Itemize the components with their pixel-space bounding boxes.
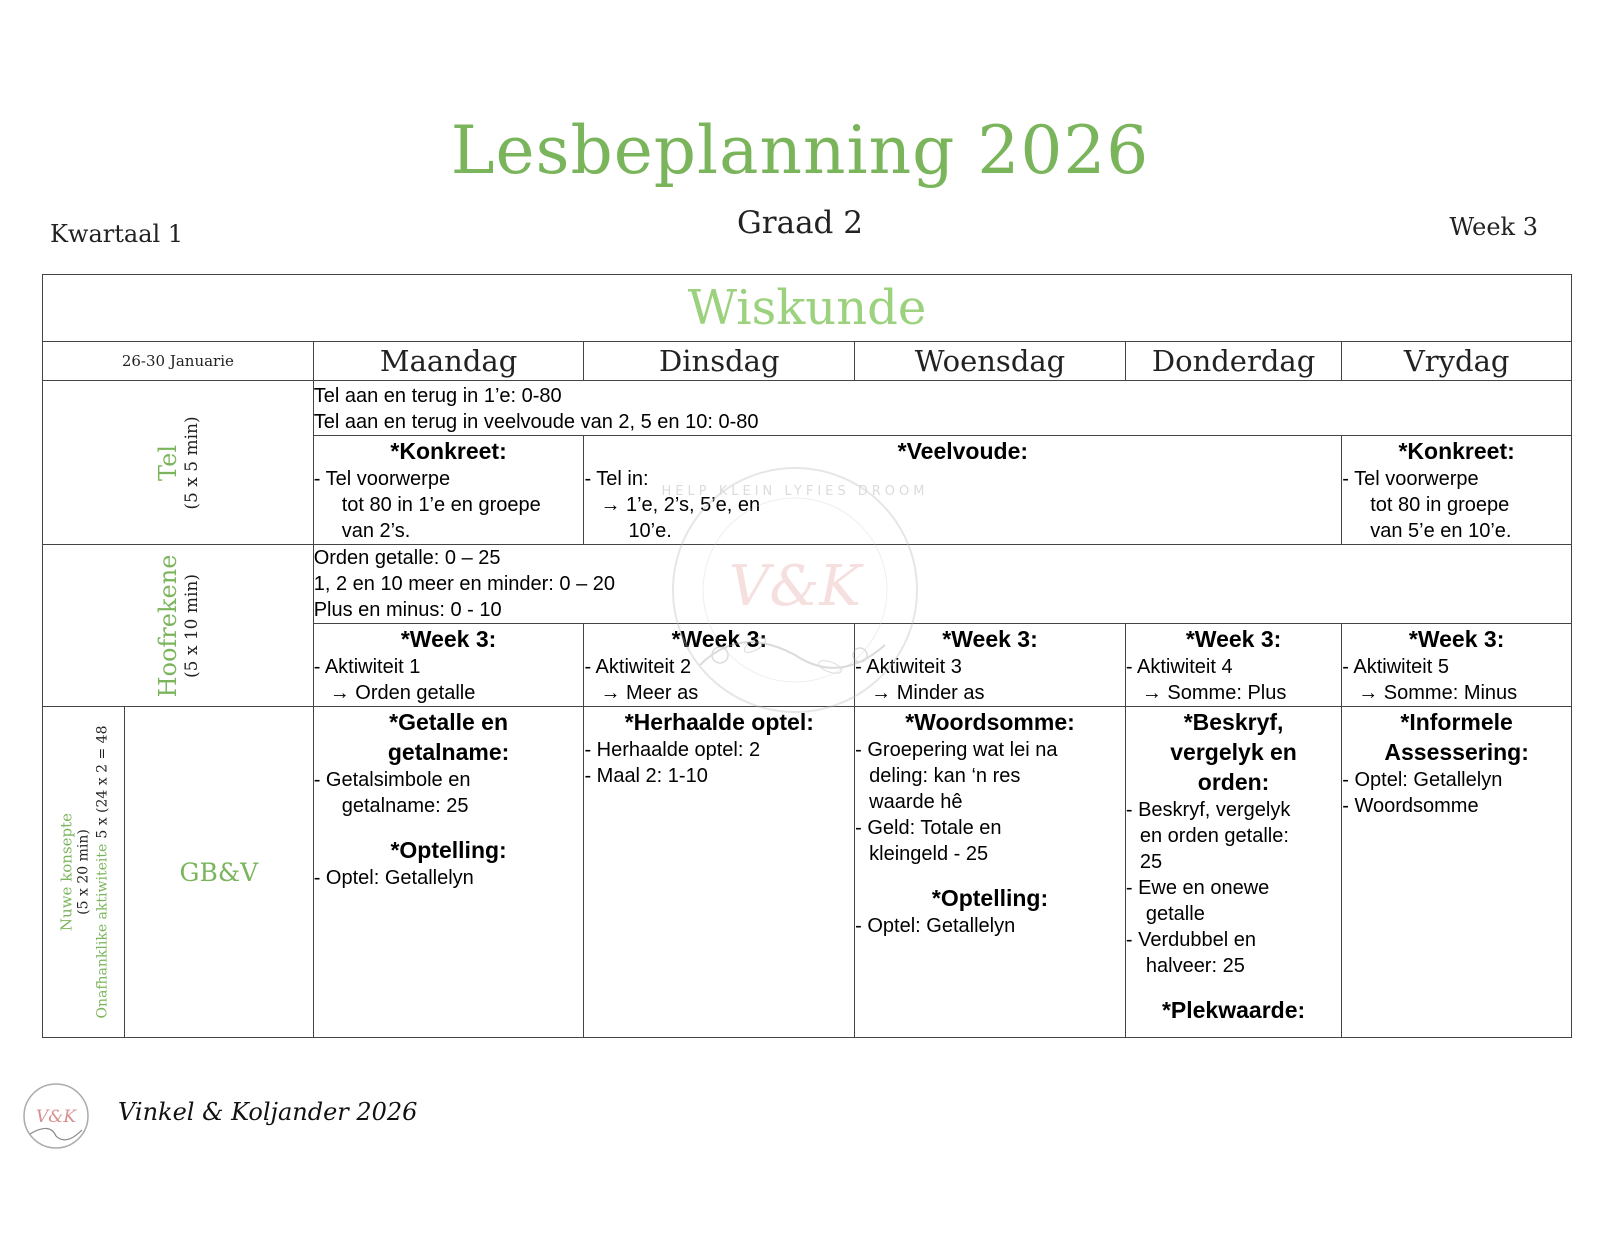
cell-item: - Geld: Totale en xyxy=(855,817,1002,839)
gbv-new-concepts-duration: (5 x 20 min) xyxy=(75,829,92,915)
cell-item: - Tel voorwerpe xyxy=(313,468,451,490)
cell-heading: *Getalle en xyxy=(389,709,509,735)
cell-arrow-item-cont: 10’e. xyxy=(628,520,672,542)
cell-item-cont: tot 80 in 1’e en groepe xyxy=(341,494,541,516)
cell-arrow-item: → Orden getalle xyxy=(329,682,476,704)
cell-heading: *Plekwaarde: xyxy=(1161,997,1306,1023)
cell-heading: *Herhaalde optel: xyxy=(624,709,814,735)
footer-brand: Vinkel & Koljander 2026 xyxy=(118,1098,418,1126)
cell-heading: *Veelvoude: xyxy=(897,438,1029,464)
cell-heading: *Week 3: xyxy=(1185,626,1282,652)
cell-item: - Aktiwiteit 3 xyxy=(855,656,962,678)
gbv-new-concepts-label: Nuwe konsepte xyxy=(57,812,76,932)
day-wednesday: Woensdag xyxy=(855,342,1126,381)
gbv-area-label: GB&V xyxy=(125,707,314,1038)
cell-item: - Beskryf, vergelyk xyxy=(1125,799,1291,821)
cell-arrow-item: → Minder as xyxy=(871,682,985,704)
cell-heading: *Optelling: xyxy=(931,885,1049,911)
hoofrekene-row-label xyxy=(43,545,314,707)
gbv-independent-duration: 5 x (24 x 2 = 48 xyxy=(94,725,111,839)
day-friday: Vrydag xyxy=(1342,342,1572,381)
cell-item-cont: deling: kan ‘n res xyxy=(869,765,1021,787)
day-thursday: Donderdag xyxy=(1125,342,1341,381)
hoofrekene-label: Hoofrekene xyxy=(153,554,182,697)
cell-item: - Maal 2: 1-10 xyxy=(584,765,708,787)
hoofrekene-thursday xyxy=(1125,624,1341,707)
cell-heading: *Konkreet: xyxy=(1398,438,1515,464)
cell-item: - Tel voorwerpe xyxy=(1342,468,1479,490)
cell-item: - Herhaalde optel: 2 xyxy=(584,739,761,761)
cell-item-cont: getalname: 25 xyxy=(341,795,469,817)
term-label: Kwartaal 1 xyxy=(50,220,184,248)
cell-arrow-item: → Somme: Plus xyxy=(1141,682,1287,704)
cell-item: - Verdubbel en xyxy=(1125,929,1256,951)
tel-general-line: Tel aan en terug in veelvoude van 2, 5 en 10: 0-80 xyxy=(313,411,759,433)
gbv-tuesday xyxy=(584,707,855,1038)
tel-monday xyxy=(313,436,584,545)
cell-item-cont: van 2’s. xyxy=(341,520,411,542)
grade-label: Graad 2 xyxy=(737,205,863,241)
cell-item: - Tel in: xyxy=(584,468,649,490)
hoofrekene-general-line: 1, 2 en 10 meer en minder: 0 – 20 xyxy=(313,573,616,595)
hoofrekene-wednesday xyxy=(855,624,1126,707)
footer-logo xyxy=(20,1080,92,1152)
tel-row-label xyxy=(43,381,314,545)
gbv-row-label xyxy=(43,707,125,1038)
cell-item-cont: kleingeld - 25 xyxy=(869,843,989,865)
cell-item: - Optel: Getallelyn xyxy=(1342,769,1503,791)
page-title: Lesbeplanning 2026 xyxy=(450,112,1150,189)
cell-item: - Optel: Getallelyn xyxy=(855,915,1016,937)
subject-title: Wiskunde xyxy=(43,275,1572,342)
hoofrekene-friday xyxy=(1342,624,1572,707)
cell-heading-cont: getalname: xyxy=(387,739,510,765)
tel-general xyxy=(313,381,1571,436)
cell-item: - Ewe en onewe xyxy=(1125,877,1270,899)
cell-item-cont: getalle xyxy=(1145,903,1205,925)
hoofrekene-duration: (5 x 10 min) xyxy=(181,573,202,678)
cell-item: - Aktiwiteit 2 xyxy=(584,656,692,678)
cell-item: - Aktiwiteit 1 xyxy=(313,656,421,678)
day-tuesday: Dinsdag xyxy=(584,342,855,381)
tel-friday xyxy=(1342,436,1572,545)
gbv-thursday xyxy=(1125,707,1341,1038)
cell-heading: *Woordsomme: xyxy=(905,709,1075,735)
lesson-plan-table xyxy=(42,274,1572,1038)
cell-item-cont: waarde hê xyxy=(869,791,963,813)
cell-heading: *Konkreet: xyxy=(390,438,507,464)
cell-arrow-item: → Somme: Minus xyxy=(1358,682,1518,704)
cell-heading: *Week 3: xyxy=(400,626,497,652)
cell-heading: *Informele xyxy=(1400,709,1513,735)
cell-arrow-item: → Meer as xyxy=(600,682,699,704)
cell-item-cont: halveer: 25 xyxy=(1145,955,1245,977)
day-header-row xyxy=(43,342,1572,381)
cell-item: - Optel: Getallelyn xyxy=(313,867,474,889)
cell-item-cont: en orden getalle: xyxy=(1139,825,1289,847)
hoofrekene-tuesday xyxy=(584,624,855,707)
cell-heading: *Week 3: xyxy=(671,626,768,652)
cell-item-cont: 25 xyxy=(1139,851,1163,873)
cell-heading: *Week 3: xyxy=(1408,626,1505,652)
gbv-wednesday xyxy=(855,707,1126,1038)
cell-arrow-item: → 1’e, 2’s, 5’e, en xyxy=(600,494,761,516)
cell-item-cont: tot 80 in groepe xyxy=(1370,494,1510,516)
cell-heading: *Optelling: xyxy=(390,837,507,863)
tel-label: Tel xyxy=(153,444,182,481)
tel-duration: (5 x 5 min) xyxy=(181,415,202,510)
gbv-friday xyxy=(1342,707,1572,1038)
cell-heading-cont: Assessering: xyxy=(1384,739,1529,765)
cell-heading: *Week 3: xyxy=(942,626,1038,652)
watermark-monogram: V&K xyxy=(728,554,862,619)
hoofrekene-general xyxy=(313,545,1571,624)
cell-item: - Aktiwiteit 5 xyxy=(1342,656,1449,678)
footer-logo-monogram: V&K xyxy=(35,1107,77,1127)
hoofrekene-monday xyxy=(313,624,584,707)
cell-item: - Woordsomme xyxy=(1342,795,1479,817)
cell-heading-cont: orden: xyxy=(1197,769,1270,795)
gbv-monday xyxy=(313,707,584,1038)
hoofrekene-general-line: Orden getalle: 0 – 25 xyxy=(313,547,501,569)
cell-heading: *Beskryf, xyxy=(1183,709,1284,735)
tel-general-line: Tel aan en terug in 1’e: 0-80 xyxy=(313,385,562,407)
date-range: 26-30 Januarie xyxy=(43,342,314,381)
gbv-independent-label: Onafhanklike aktiwiteite xyxy=(94,843,111,1019)
cell-heading-cont: vergelyk en xyxy=(1170,739,1297,765)
tel-tue-thu xyxy=(584,436,1342,545)
cell-item: - Getalsimbole en xyxy=(313,769,471,791)
hoofrekene-general-line: Plus en minus: 0 - 10 xyxy=(313,599,502,621)
cell-item: - Groepering wat lei na xyxy=(855,739,1058,761)
cell-item-cont: van 5’e en 10’e. xyxy=(1370,520,1512,542)
watermark-ring-text: HELP KLEIN LYFIES DROOM xyxy=(661,484,929,499)
day-monday: Maandag xyxy=(313,342,584,381)
cell-item: - Aktiwiteit 4 xyxy=(1125,656,1233,678)
week-label: Week 3 xyxy=(1449,213,1538,241)
